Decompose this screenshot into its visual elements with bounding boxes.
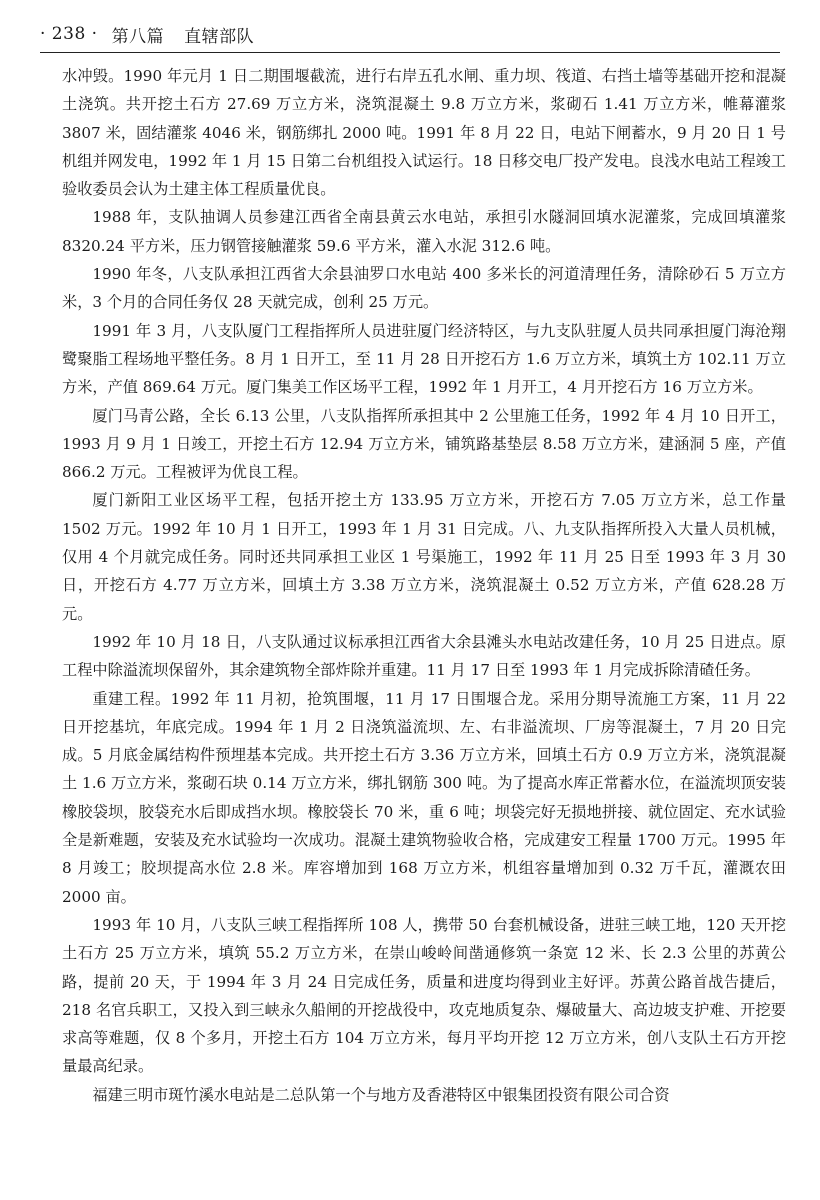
paragraph: 1993 年 10 月，八支队三峡工程指挥所 108 人，携带 50 台套机械设备，进驻三峡工地，120 天开挖土石方 25 万立方米，填筑 55.2 万立方米，在崇山峻岭间凿通修筑一条宽 12 米、长 2.3 公里的苏黄公路，提前 20 天，于 1994 年 3 月 24 日完成任务，质量和进度均得到业主好评。苏黄公路首战告捷后，218 名官兵职工，又投入到三峡永久船闸的开挖战役中，攻克地质复杂、爆破量大、高边坡支护难、开挖要求高等难题，仅 8 个多月，开挖土石方 104 万立方米，每月平均开挖 12 万立方米，创八支队土石方开挖量最高纪录。 (62, 915, 786, 1076)
paragraph: 福建三明市斑竹溪水电站是二总队第一个与地方及香港特区中银集团投资有限公司合资 (92, 1085, 670, 1104)
paragraph: 1992 年 10 月 18 日，八支队通过议标承担江西省大余县滩头水电站改建任务，10 月 25 日进点。原工程中除溢流坝保留外，其余建筑物全部炸除并重建。11 月 17 日至 1993 年 1 月完成拆除清碴任务。 (62, 632, 786, 680)
body-text (62, 62, 786, 1109)
paragraph: 重建工程。1992 年 11 月初，抢筑围堰，11 月 17 日围堰合龙。采用分期导流施工方案，11 月 22 日开挖基坑，年底完成。1994 年 1 月 2 日浇筑溢流坝、左、右非溢流坝、厂房等混凝土，7 月 20 日完成。5 月底金属结构件预埋基本完成。共开挖土石方 3.36 万立方米，回填土石方 0.9 万立方米，浇筑混凝土 1.6 万立方米，浆砌石块 0.14 万立方米，绑扎钢筋 300 吨。为了提高水库正常蓄水位，在溢流坝顶安装橡胶袋坝，胶袋充水后即成挡水坝。橡胶袋长 70 米，重 6 吨；坝袋完好无损地拼接、就位固定、充水试验全是新难题，安装及充水试验均一次成功。混凝土建筑物验收合格，完成建安工程量 1700 万元。1995 年 8 月竣工；胶坝提高水位 2.8 米。库容增加到 168 万立方米，机组容量增加到 0.32 万千瓦，灌溉农田 2000 亩。 (62, 689, 786, 906)
paragraph: 水冲毁。1990 年元月 1 日二期围堰截流，进行右岸五孔水闸、重力坝、筏道、右挡土墙等基础开挖和混凝土浇筑。共开挖土石方 27.69 万立方米，浇筑混凝土 9.8 万立方米，浆砌石 1.41 万立方米，帷幕灌浆 3807 米，固结灌浆 4046 米，钢筋绑扎 2000 吨。1991 年 8 月 22 日，电站下闸蓄水，9 月 20 日 1 号机组并网发电，1992 年 1 月 15 日第二台机组投入试运行。18 日移交电厂投产发电。良浅水电站工程竣工验收委员会认为土建主体工程质量优良。 (62, 67, 786, 199)
section-title: 直辖部队 (184, 26, 255, 47)
part-label: 第八篇 (111, 26, 165, 47)
paragraph: 厦门马青公路，全长 6.13 公里，八支队指挥所承担其中 2 公里施工任务，1992 年 4 月 10 日开工，1993 月 9 月 1 日竣工，开挖土石方 12.94 万立方米，铺筑路基垫层 8.58 万立方米，建涵洞 5 座，产值 866.2 万元。工程被评为优良工程。 (62, 406, 786, 482)
paragraph: 1988 年，支队抽调人员参建江西省全南县黄云水电站，承担引水隧洞回填水泥灌浆，完成回填灌浆 8320.24 平方米，压力钢管接触灌浆 59.6 平方米，灌入水泥 312.6 吨。 (62, 208, 786, 255)
page-number: · 238 · (40, 24, 98, 44)
running-header (40, 16, 780, 52)
paragraph: 厦门新阳工业区场平工程，包括开挖土方 133.95 万立方米，开挖石方 7.05 万立方米，总工作量 1502 万元。1992 年 10 月 1 日开工，1993 年 1 月 31 日完成。八、九支队指挥所投入大量人员机械，仅用 4 个月就完成任务。同时还共同承担工业区 1 号渠施工，1992 年 11 月 25 日至 1993 年 3 月 30 日，开挖石方 4.77 万立方米，回填土方 3.38 万立方米，浇筑混凝土 0.52 万立方米，产值 628.28 万元。 (62, 491, 786, 623)
header-rule (40, 52, 780, 53)
paragraph: 1990 年冬，八支队承担江西省大余县油罗口水电站 400 多米长的河道清理任务，清除砂石 5 万立方米，3 个月的合同任务仅 28 天就完成，创利 25 万元。 (62, 265, 786, 312)
paragraph: 1991 年 3 月，八支队厦门工程指挥所人员进驻厦门经济特区，与九支队驻厦人员共同承担厦门海沧翔鹭聚脂工程场地平整任务。8 月 1 日开工，至 11 月 28 日开挖石方 1.6 万立方米，填筑土方 102.11 万立方米，产值 869.64 万元。厦门集美工作区场平工程，1992 年 1 月开工，4 月开挖石方 16 万立方米。 (62, 321, 786, 397)
